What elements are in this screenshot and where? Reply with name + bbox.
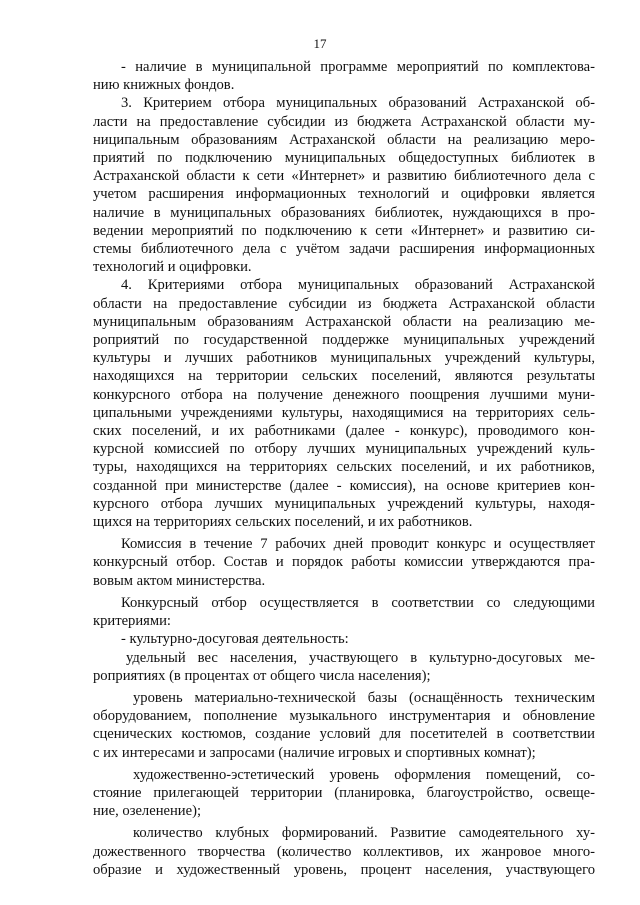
text-line: области на предоставление субсидии из бюджета Астраханской области	[93, 295, 595, 312]
text-line: критериями:	[93, 613, 171, 630]
text-line: - культурно-досуговая деятельность:	[121, 631, 349, 648]
text-line: оборудованием, пополнение музыкального инструментария и обновление	[93, 708, 595, 725]
text-line: ских поселений, и их работниками (далее - конкурс), проводимого кон-	[93, 423, 595, 440]
text-line: 4. Критериями отбора муниципальных образований Астраханской	[121, 277, 595, 294]
text-line: ципальными учреждениями культуры, находящимися на территориях сель-	[93, 404, 595, 421]
text-line: созданной при министерстве (далее - комиссия), на основе критериев кон-	[93, 477, 595, 494]
text-line: сценических костюмов, создание условий для посетителей в соответствии	[93, 726, 595, 743]
text-line: курсного отбора лучших муниципальных учреждений культуры, находя-	[93, 495, 595, 512]
text-line: щихся на территориях сельских поселений, и их работников.	[93, 514, 473, 531]
text-line: с их интересами и запросами (наличие игровых и спортивных комнат);	[93, 744, 536, 761]
text-line: нию книжных фондов.	[93, 77, 235, 94]
text-line: образие и художественный уровень, процент населения, участвующего	[93, 861, 595, 878]
text-line: роприятиях (в процентах от общего числа населения);	[93, 667, 431, 684]
text-line: количество клубных формирований. Развитие самодеятельного ху-	[133, 825, 595, 842]
text-line: дожественного творчества (количество коллективов, их жанровое много-	[93, 843, 595, 860]
text-line: стояние прилегающей территории (планировка, благоустройство, освеще-	[93, 784, 595, 801]
page-number: 17	[313, 36, 327, 51]
text-line: Конкурсный отбор осуществляется в соответствии со следующими	[121, 594, 595, 611]
text-line: ведении мероприятий по подключению к сети «Интернет» и развитию си-	[93, 222, 595, 239]
text-line: туры, находящихся на территориях сельских поселений, и их работников,	[93, 459, 595, 476]
text-line: Астраханской области к сети «Интернет» и развитию библиотечного дела с	[93, 168, 595, 185]
document-body	[93, 58, 595, 879]
text-line: ласти на предоставление субсидии из бюджета Астраханской области му-	[93, 113, 595, 130]
text-line: курсной комиссией по отбору лучших муниципальных учреждений куль-	[93, 441, 595, 458]
text-line: конкурсного отбора на получение денежного поощрения лучшими муни-	[93, 386, 595, 403]
text-line: находящихся на территории сельских поселений, являются результаты	[93, 368, 595, 385]
text-line: - наличие в муниципальной программе мероприятий по комплектова-	[121, 59, 595, 75]
text-line: наличие в муниципальных образованиях библиотек, нуждающихся в про-	[93, 204, 595, 221]
text-line: 3. Критерием отбора муниципальных образований Астраханской об-	[121, 95, 595, 112]
text-line: уровень материально-технической базы (оснащённость техническим	[133, 689, 595, 706]
text-line: культуры и лучших работников муниципальных учреждений культуры,	[93, 350, 595, 367]
text-line: приятий по подключению муниципальных общедоступных библиотек в	[93, 150, 595, 167]
text-line: стемы библиотечного дела с учётом задачи расширения информационных	[93, 241, 595, 258]
text-line: технологий и оцифровки.	[93, 259, 252, 276]
text-line: конкурсный отбор. Состав и порядок работы комиссии утверждаются пра-	[93, 554, 595, 571]
text-line: роприятий по государственной поддержке муниципальных учреждений	[93, 332, 595, 349]
text-line: учетом расширения информационных технологий и оцифровки является	[93, 186, 595, 203]
text-line: удельный вес населения, участвующего в культурно-досуговых ме-	[126, 649, 595, 666]
text-line: муниципальным образованиям Астраханской области на реализацию ме-	[93, 313, 595, 330]
text-line: Комиссия в течение 7 рабочих дней проводит конкурс и осуществляет	[121, 536, 595, 553]
text-line: вовым актом министерства.	[93, 572, 266, 589]
text-line: художественно-эстетический уровень оформления помещений, со-	[133, 766, 595, 783]
text-line: ние, озеленение);	[93, 803, 201, 820]
text-line: ниципальным образованиям Астраханской области на реализацию меро-	[93, 131, 595, 148]
